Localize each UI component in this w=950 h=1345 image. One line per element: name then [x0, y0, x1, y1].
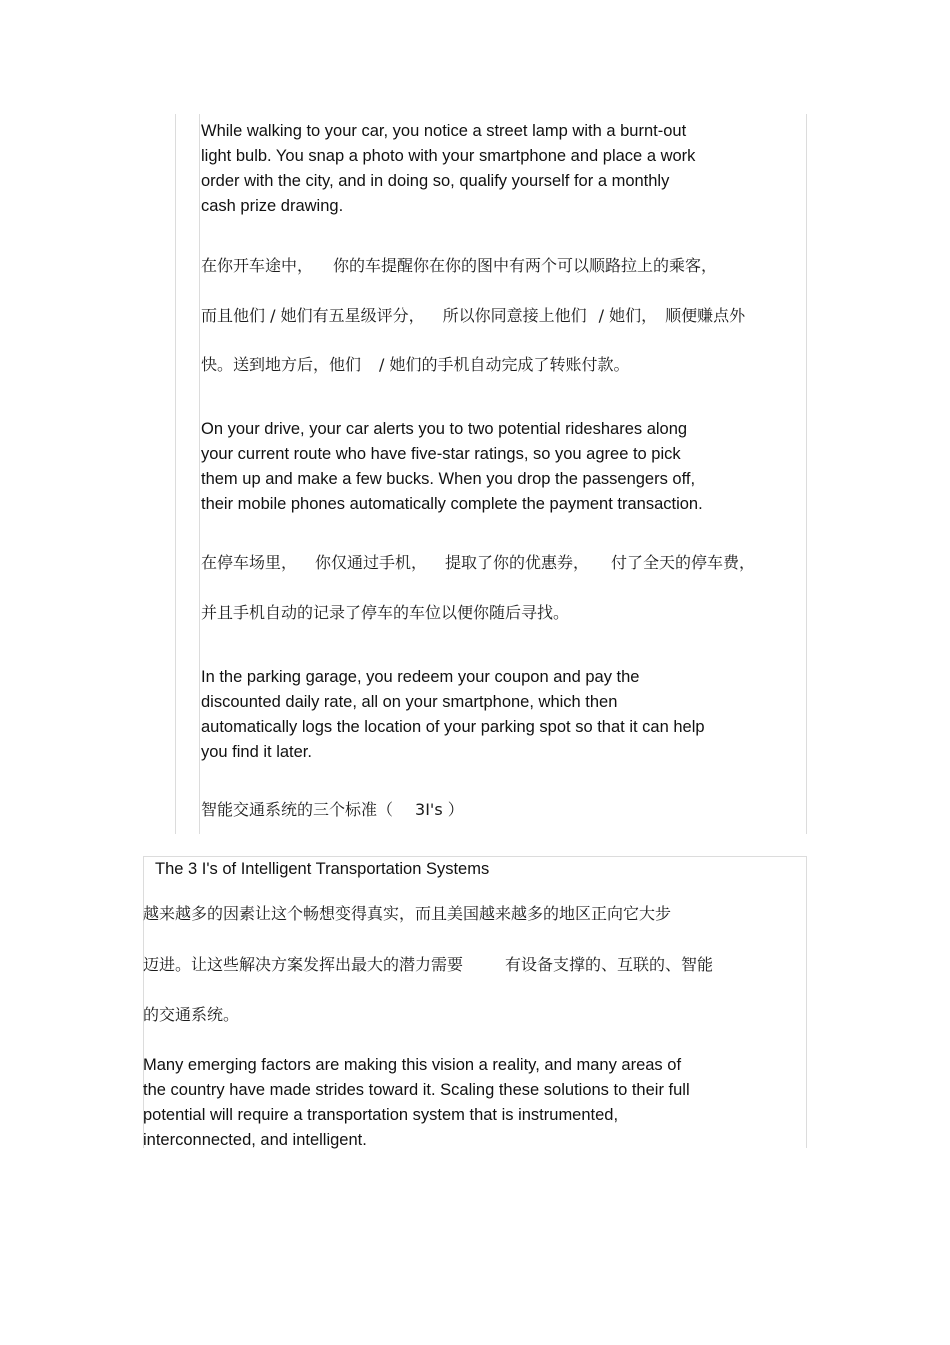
paragraph-zh-vision-line-1: [143, 903, 671, 925]
text-line: your current route who have five-star ratings, so you agree to pick: [201, 445, 681, 463]
text-segment: / 她们，: [598, 306, 658, 325]
text-segment: 并且手机自动的记录了停车的车位以便你随后寻找。: [201, 603, 570, 622]
text-segment: 越来越多的因素让这个畅想变得真实，而且美国越来越多的地区正向它大步: [143, 904, 672, 923]
text-line: the country have made strides toward it. Scaling these solutions to their full: [143, 1081, 690, 1099]
heading-en-3is: The 3 I's of Intelligent Transportation Systems: [155, 860, 490, 878]
text-line: order with the city, and in doing so, qualify yourself for a monthly: [201, 172, 670, 190]
text-line: their mobile phones automatically complete the payment transaction.: [201, 495, 703, 513]
paragraph-zh-drive-line-2: [201, 305, 745, 327]
block2-right-border: [806, 856, 807, 1148]
text-line: Many emerging factors are making this vision a reality, and many areas of: [143, 1056, 682, 1074]
text-line: potential will require a transportation system that is instrumented,: [143, 1106, 619, 1124]
text-line: you find it later.: [201, 743, 312, 761]
heading-zh-3is: [201, 799, 464, 821]
text-segment: 提取了你的优惠券，: [445, 553, 590, 572]
text-segment: 所以你同意接上他们: [442, 306, 587, 325]
paragraph-zh-parking-line-2: [201, 602, 569, 624]
text-line: them up and make a few bucks. When you drop the passengers off,: [201, 470, 696, 488]
text-line: While walking to your car, you notice a street lamp with a burnt-out: [201, 122, 687, 140]
paragraph-en-vision: [143, 1053, 690, 1153]
paragraph-zh-drive-line-1: [201, 255, 717, 277]
text-segment: 有设备支撑的、互联的、智能: [505, 955, 714, 974]
text-segment: / 她们的手机自动完成了转账付款。: [379, 355, 630, 374]
text-line: discounted daily rate, all on your smartphone, which then: [201, 693, 618, 711]
block1-left-border-inner: [199, 114, 200, 834]
text-segment: 你仅通过手机，: [315, 553, 428, 572]
text-line: In the parking garage, you redeem your coupon and pay the: [201, 668, 640, 686]
text-segment: 你的车提醒你在你的图中有两个可以顺路拉上的乘客，: [333, 256, 718, 275]
text-segment: 付了全天的停车费，: [611, 553, 756, 572]
paragraph-en-drive: [201, 417, 703, 517]
paragraph-en-parking: [201, 665, 705, 765]
text-line: automatically logs the location of your parking spot so that it can help: [201, 718, 705, 736]
text-line: light bulb. You snap a photo with your smartphone and place a work: [201, 147, 696, 165]
text-line: On your drive, your car alerts you to two potential rideshares along: [201, 420, 688, 438]
paragraph-en-street-lamp: [201, 119, 695, 219]
paragraph-zh-vision-line-3: [143, 1004, 239, 1026]
text-segment: 快。送到地方后，他们: [201, 355, 362, 374]
text-segment: 迈进。让这些解决方案发挥出最大的潜力需要: [143, 955, 464, 974]
text-segment: 在停车场里，: [201, 553, 298, 572]
block1-right-border: [806, 114, 807, 834]
text-segment: 在你开车途中，: [201, 256, 314, 275]
block1-left-border-outer: [175, 114, 176, 834]
text-segment: 的交通系统。: [143, 1005, 240, 1024]
text-segment: 顺便赚点外: [665, 306, 746, 325]
paragraph-zh-drive-line-3: [201, 354, 630, 376]
text-line: interconnected, and intelligent.: [143, 1131, 367, 1149]
paragraph-zh-vision-line-2: [143, 954, 713, 976]
text-segment: 智能交通系统的三个标准（: [201, 800, 394, 819]
paragraph-zh-parking-line-1: [201, 552, 755, 574]
text-segment: 而且他们 / 她们有五星级评分，: [201, 306, 425, 325]
text-segment: 3I's ）: [415, 800, 464, 819]
text-line: cash prize drawing.: [201, 197, 344, 215]
